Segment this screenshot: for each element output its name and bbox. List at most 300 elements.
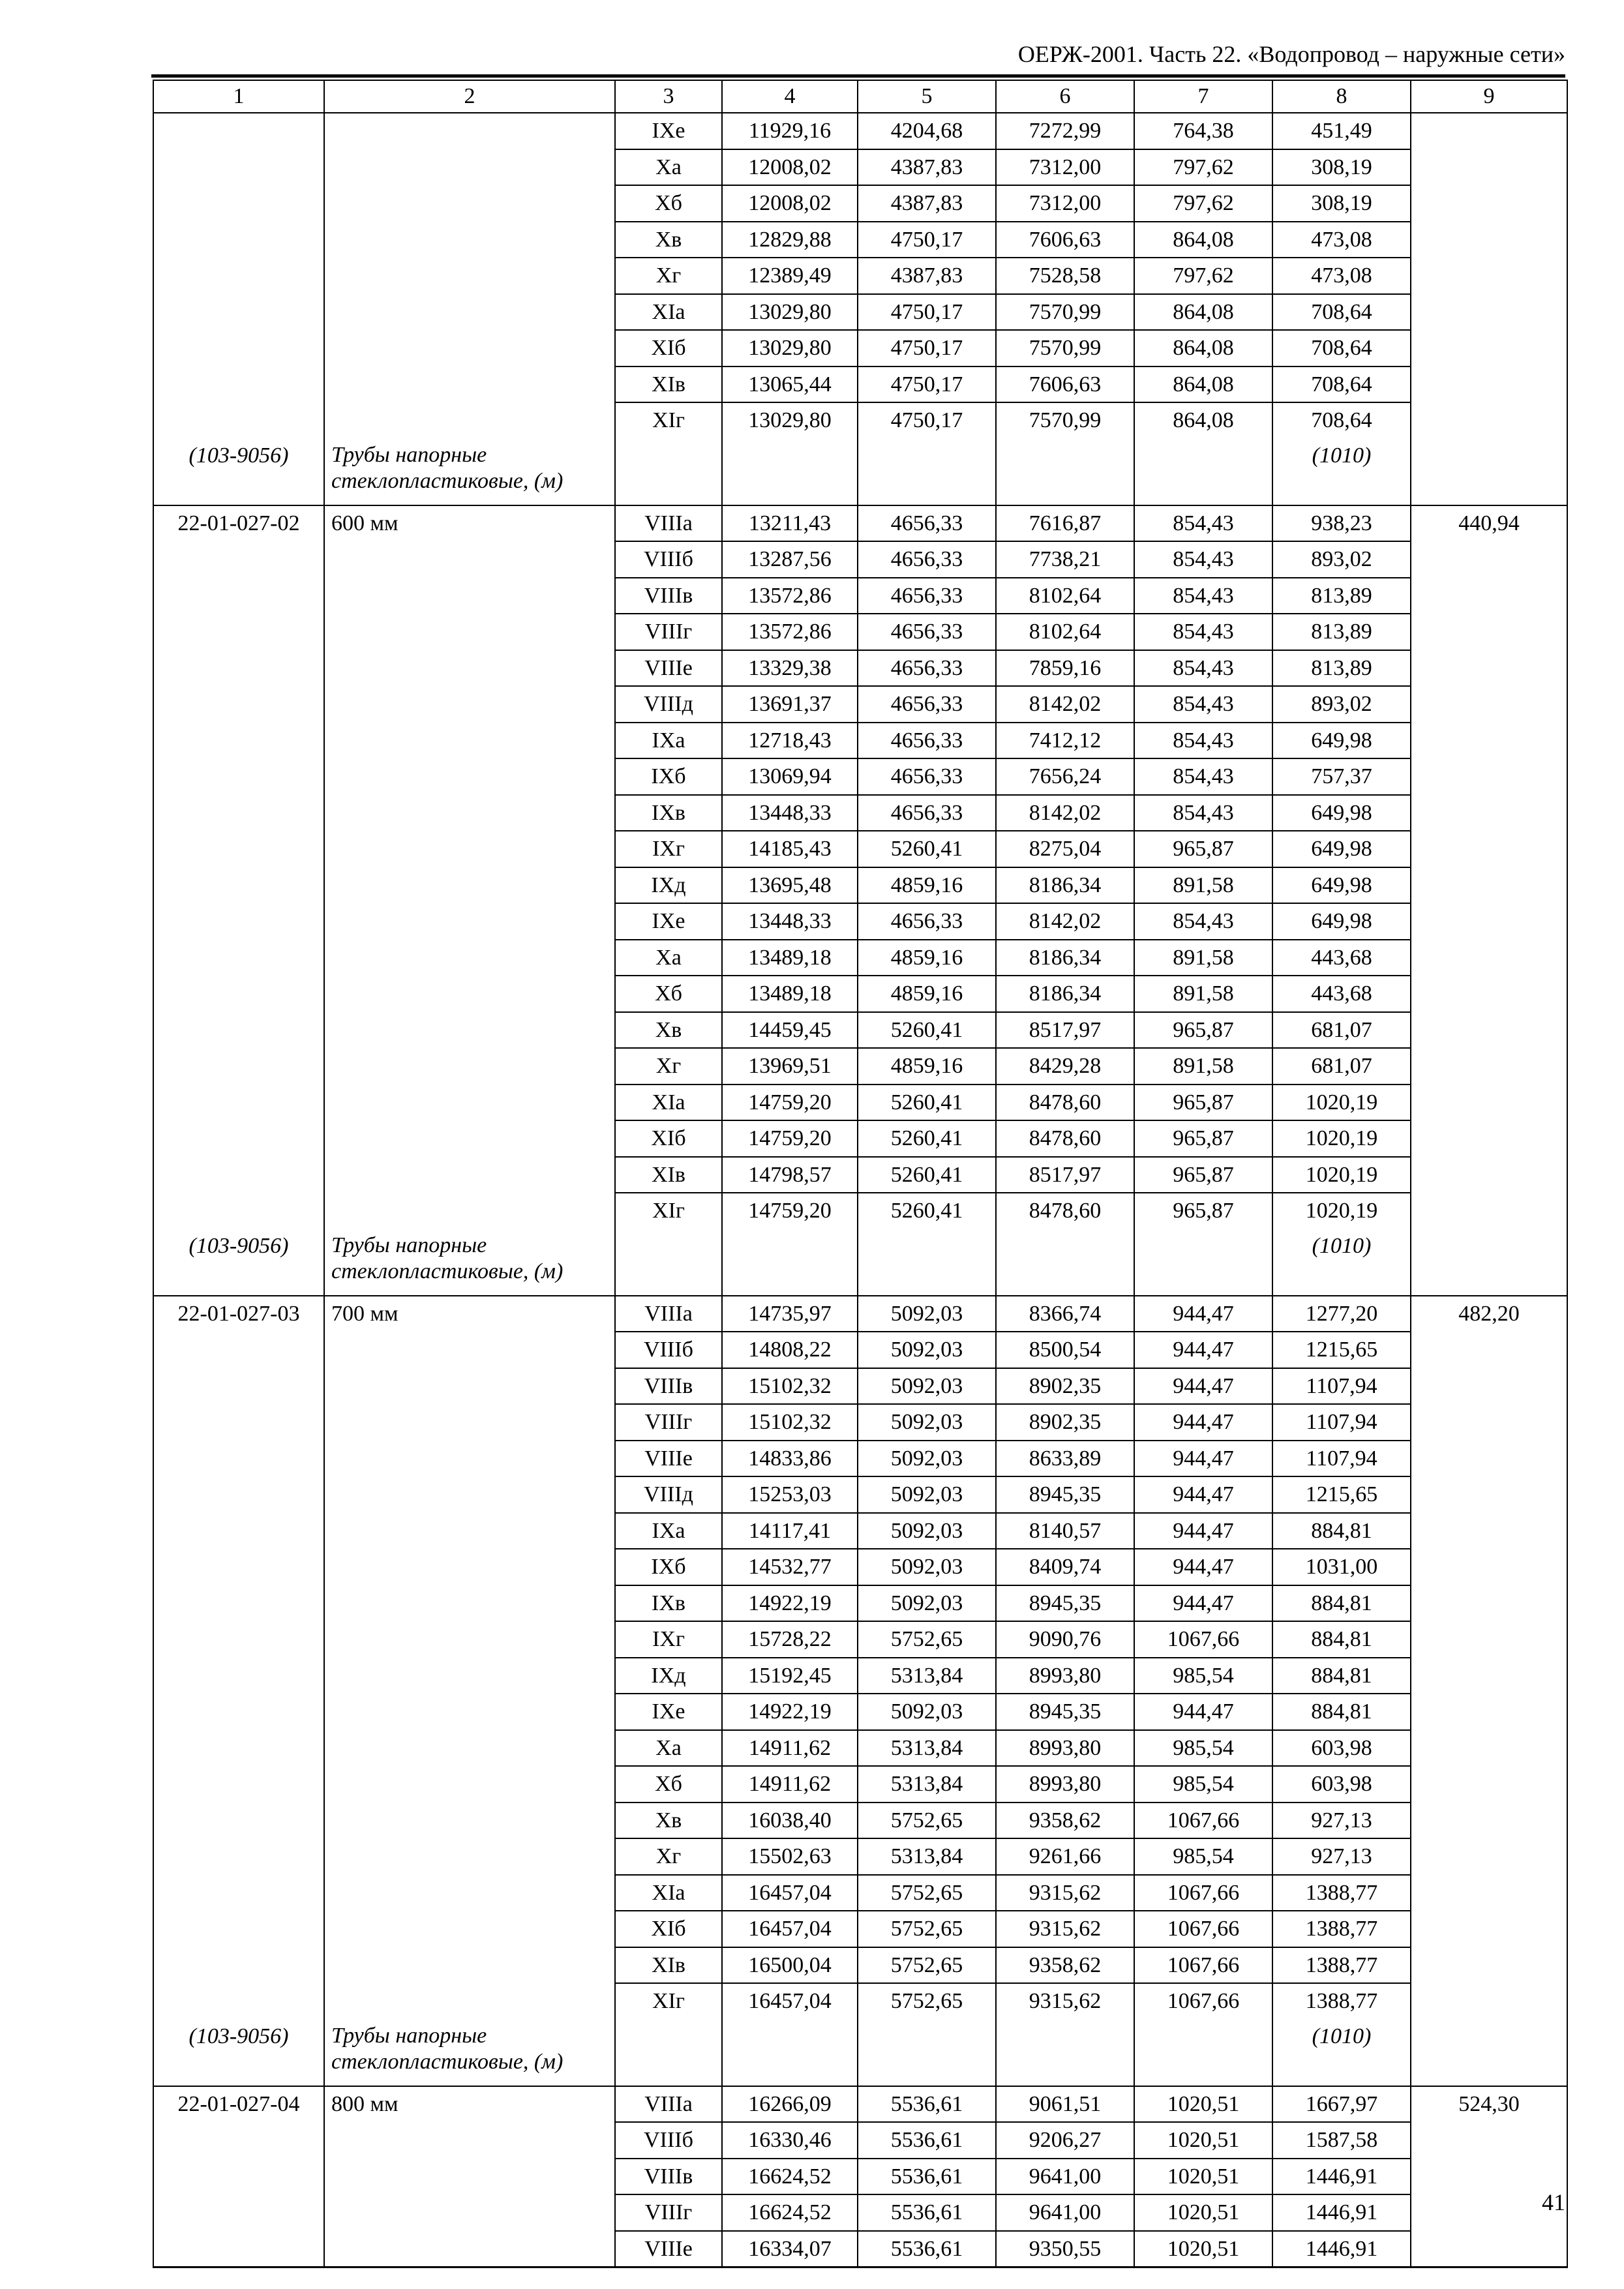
zone-cell: IXе xyxy=(615,903,722,940)
empty-cell xyxy=(858,1229,996,1296)
column-header: 2 xyxy=(324,80,615,113)
value-cell: 1020,51 xyxy=(1134,2122,1272,2159)
rate-code-cell xyxy=(153,686,324,723)
table-row xyxy=(153,1193,1567,1229)
zone-cell: XIб xyxy=(615,330,722,367)
rate-code-cell xyxy=(153,976,324,1012)
value-cell: 927,13 xyxy=(1272,1838,1411,1875)
table-row xyxy=(153,505,1567,542)
value-cell: 12008,02 xyxy=(722,185,858,222)
value-cell: 8478,60 xyxy=(996,1085,1134,1121)
col9-cell xyxy=(1411,1947,1567,1984)
value-cell: 1067,66 xyxy=(1134,1875,1272,1911)
value-cell: 965,87 xyxy=(1134,1120,1272,1157)
value-cell: 16330,46 xyxy=(722,2122,858,2159)
value-cell: 8993,80 xyxy=(996,1658,1134,1694)
material-quantity-cell: (1010) xyxy=(1272,438,1411,505)
col9-cell xyxy=(1411,1193,1567,1229)
zone-cell: Xб xyxy=(615,976,722,1012)
value-cell: 14759,20 xyxy=(722,1120,858,1157)
value-cell: 681,07 xyxy=(1272,1048,1411,1085)
table-row xyxy=(153,1332,1567,1368)
zone-cell: VIIIе xyxy=(615,650,722,687)
value-cell: 1020,51 xyxy=(1134,2194,1272,2231)
rate-code-cell xyxy=(153,1193,324,1229)
value-cell: 7528,58 xyxy=(996,258,1134,294)
zone-cell: VIIIв xyxy=(615,1368,722,1405)
table-row xyxy=(153,1296,1567,1332)
work-name-cell xyxy=(324,903,615,940)
work-name-cell xyxy=(324,1838,615,1875)
value-cell: 8945,35 xyxy=(996,1476,1134,1513)
value-cell: 1388,77 xyxy=(1272,1983,1411,2019)
material-code-cell: (103-9056) xyxy=(153,1229,324,1296)
col9-cell xyxy=(1411,1513,1567,1549)
value-cell: 813,89 xyxy=(1272,578,1411,614)
value-cell: 603,98 xyxy=(1272,1730,1411,1767)
table-row xyxy=(153,1513,1567,1549)
value-cell: 8478,60 xyxy=(996,1193,1134,1229)
value-cell: 649,98 xyxy=(1272,867,1411,904)
table-row xyxy=(153,1441,1567,1477)
material-quantity-cell: (1010) xyxy=(1272,1229,1411,1296)
value-cell: 8993,80 xyxy=(996,1730,1134,1767)
rate-code-cell xyxy=(153,541,324,578)
column-header: 8 xyxy=(1272,80,1411,113)
value-cell: 864,08 xyxy=(1134,294,1272,331)
value-cell: 13489,18 xyxy=(722,940,858,976)
col9-cell: 482,20 xyxy=(1411,1296,1567,1332)
value-cell: 13065,44 xyxy=(722,367,858,403)
value-cell: 9090,76 xyxy=(996,1621,1134,1658)
value-cell: 5092,03 xyxy=(858,1585,996,1622)
value-cell: 854,43 xyxy=(1134,795,1272,831)
col9-cell xyxy=(1411,686,1567,723)
value-cell: 7412,12 xyxy=(996,723,1134,759)
col9-cell xyxy=(1411,1157,1567,1193)
value-cell: 603,98 xyxy=(1272,1766,1411,1803)
value-cell: 5536,61 xyxy=(858,2086,996,2123)
col9-cell xyxy=(1411,867,1567,904)
col9-cell xyxy=(1411,650,1567,687)
rate-code-cell xyxy=(153,1368,324,1405)
zone-cell: XIа xyxy=(615,294,722,331)
material-note-row xyxy=(153,1229,1567,1296)
col9-cell xyxy=(1411,1730,1567,1767)
value-cell: 854,43 xyxy=(1134,903,1272,940)
work-name-cell xyxy=(324,541,615,578)
empty-cell xyxy=(996,1229,1134,1296)
value-cell: 5092,03 xyxy=(858,1476,996,1513)
value-cell: 8429,28 xyxy=(996,1048,1134,1085)
empty-cell xyxy=(858,438,996,505)
value-cell: 7606,63 xyxy=(996,222,1134,258)
value-cell: 965,87 xyxy=(1134,1012,1272,1049)
empty-cell xyxy=(1411,1229,1567,1296)
rate-code-cell xyxy=(153,1549,324,1585)
value-cell: 12008,02 xyxy=(722,149,858,186)
value-cell: 8500,54 xyxy=(996,1332,1134,1368)
value-cell: 8102,64 xyxy=(996,578,1134,614)
col9-cell xyxy=(1411,402,1567,438)
value-cell: 9315,62 xyxy=(996,1983,1134,2019)
zone-cell: VIIIе xyxy=(615,1441,722,1477)
value-cell: 884,81 xyxy=(1272,1694,1411,1730)
value-cell: 13969,51 xyxy=(722,1048,858,1085)
value-cell: 8902,35 xyxy=(996,1404,1134,1441)
value-cell: 7312,00 xyxy=(996,185,1134,222)
table-row xyxy=(153,1766,1567,1803)
table-row xyxy=(153,1368,1567,1405)
value-cell: 944,47 xyxy=(1134,1513,1272,1549)
value-cell: 893,02 xyxy=(1272,541,1411,578)
column-header: 5 xyxy=(858,80,996,113)
zone-cell: VIIIг xyxy=(615,614,722,650)
value-cell: 5536,61 xyxy=(858,2231,996,2267)
col9-cell xyxy=(1411,831,1567,867)
value-cell: 13029,80 xyxy=(722,330,858,367)
value-cell: 1446,91 xyxy=(1272,2159,1411,2195)
table-row xyxy=(153,1157,1567,1193)
value-cell: 8517,97 xyxy=(996,1012,1134,1049)
value-cell: 1020,19 xyxy=(1272,1085,1411,1121)
value-cell: 5313,84 xyxy=(858,1658,996,1694)
empty-cell xyxy=(1134,2019,1272,2086)
value-cell: 9315,62 xyxy=(996,1911,1134,1947)
value-cell: 1388,77 xyxy=(1272,1875,1411,1911)
value-cell: 13448,33 xyxy=(722,903,858,940)
work-name-cell xyxy=(324,1803,615,1839)
col9-cell xyxy=(1411,330,1567,367)
value-cell: 965,87 xyxy=(1134,1193,1272,1229)
col9-cell xyxy=(1411,976,1567,1012)
table-row xyxy=(153,1983,1567,2019)
value-cell: 5092,03 xyxy=(858,1296,996,1332)
value-cell: 7616,87 xyxy=(996,505,1134,542)
value-cell: 944,47 xyxy=(1134,1332,1272,1368)
value-cell: 14911,62 xyxy=(722,1766,858,1803)
empty-cell xyxy=(1411,438,1567,505)
value-cell: 7738,21 xyxy=(996,541,1134,578)
empty-cell xyxy=(996,438,1134,505)
value-cell: 965,87 xyxy=(1134,1085,1272,1121)
table-row xyxy=(153,294,1567,331)
value-cell: 854,43 xyxy=(1134,505,1272,542)
work-name-cell xyxy=(324,758,615,795)
value-cell: 7570,99 xyxy=(996,402,1134,438)
value-cell: 7606,63 xyxy=(996,367,1134,403)
table-row xyxy=(153,1549,1567,1585)
col9-cell xyxy=(1411,149,1567,186)
zone-cell: IXд xyxy=(615,867,722,904)
col9-cell: 524,30 xyxy=(1411,2086,1567,2123)
value-cell: 4859,16 xyxy=(858,976,996,1012)
value-cell: 4656,33 xyxy=(858,578,996,614)
value-cell: 5752,65 xyxy=(858,1621,996,1658)
rates-table-body xyxy=(153,113,1567,2267)
table-row xyxy=(153,1658,1567,1694)
value-cell: 884,81 xyxy=(1272,1658,1411,1694)
rate-code-cell xyxy=(153,1404,324,1441)
zone-cell: XIа xyxy=(615,1875,722,1911)
material-code-cell: (103-9056) xyxy=(153,438,324,505)
material-code-cell: (103-9056) xyxy=(153,2019,324,2086)
zone-cell: IXа xyxy=(615,723,722,759)
work-name-cell xyxy=(324,867,615,904)
value-cell: 16334,07 xyxy=(722,2231,858,2267)
rate-code-cell xyxy=(153,867,324,904)
column-header: 7 xyxy=(1134,80,1272,113)
value-cell: 944,47 xyxy=(1134,1694,1272,1730)
rate-code-cell xyxy=(153,1332,324,1368)
rate-code-cell xyxy=(153,1766,324,1803)
value-cell: 649,98 xyxy=(1272,795,1411,831)
value-cell: 16624,52 xyxy=(722,2194,858,2231)
rate-code-cell: 22-01-027-03 xyxy=(153,1296,324,1332)
zone-cell: IXб xyxy=(615,758,722,795)
value-cell: 473,08 xyxy=(1272,222,1411,258)
value-cell: 8142,02 xyxy=(996,795,1134,831)
value-cell: 4204,68 xyxy=(858,113,996,149)
value-cell: 4387,83 xyxy=(858,185,996,222)
work-name-cell xyxy=(324,1332,615,1368)
value-cell: 14833,86 xyxy=(722,1441,858,1477)
value-cell: 13329,38 xyxy=(722,650,858,687)
table-row xyxy=(153,1947,1567,1984)
value-cell: 13572,86 xyxy=(722,614,858,650)
value-cell: 965,87 xyxy=(1134,831,1272,867)
col9-cell xyxy=(1411,1766,1567,1803)
value-cell: 708,64 xyxy=(1272,367,1411,403)
value-cell: 8186,34 xyxy=(996,976,1134,1012)
rate-code-cell xyxy=(153,367,324,403)
table-row xyxy=(153,1048,1567,1085)
value-cell: 4656,33 xyxy=(858,505,996,542)
value-cell: 9061,51 xyxy=(996,2086,1134,2123)
work-name-cell xyxy=(324,1404,615,1441)
value-cell: 944,47 xyxy=(1134,1585,1272,1622)
value-cell: 854,43 xyxy=(1134,686,1272,723)
value-cell: 15102,32 xyxy=(722,1368,858,1405)
zone-cell: IXг xyxy=(615,1621,722,1658)
page-number: 41 xyxy=(1542,2189,1565,2215)
value-cell: 649,98 xyxy=(1272,723,1411,759)
zone-cell: XIг xyxy=(615,1193,722,1229)
empty-cell xyxy=(722,2019,858,2086)
rate-code-cell xyxy=(153,1911,324,1947)
column-header: 3 xyxy=(615,80,722,113)
work-name-cell xyxy=(324,1193,615,1229)
work-name-cell xyxy=(324,1585,615,1622)
value-cell: 5752,65 xyxy=(858,1803,996,1839)
value-cell: 5313,84 xyxy=(858,1766,996,1803)
work-name-cell: 600 мм xyxy=(324,505,615,542)
value-cell: 5092,03 xyxy=(858,1368,996,1405)
value-cell: 1388,77 xyxy=(1272,1911,1411,1947)
value-cell: 864,08 xyxy=(1134,402,1272,438)
column-header: 1 xyxy=(153,80,324,113)
material-quantity-cell: (1010) xyxy=(1272,2019,1411,2086)
value-cell: 9641,00 xyxy=(996,2194,1134,2231)
value-cell: 1067,66 xyxy=(1134,1983,1272,2019)
rate-code-cell xyxy=(153,2122,324,2159)
rate-code-cell xyxy=(153,149,324,186)
value-cell: 1215,65 xyxy=(1272,1332,1411,1368)
zone-cell: Xв xyxy=(615,222,722,258)
col9-cell xyxy=(1411,940,1567,976)
value-cell: 1107,94 xyxy=(1272,1368,1411,1405)
zone-cell: Xб xyxy=(615,1766,722,1803)
value-cell: 1107,94 xyxy=(1272,1441,1411,1477)
table-row xyxy=(153,1404,1567,1441)
work-name-cell xyxy=(324,1766,615,1803)
zone-cell: VIIIд xyxy=(615,1476,722,1513)
value-cell: 4750,17 xyxy=(858,294,996,331)
work-name-cell xyxy=(324,686,615,723)
value-cell: 13448,33 xyxy=(722,795,858,831)
table-row xyxy=(153,367,1567,403)
value-cell: 5092,03 xyxy=(858,1513,996,1549)
work-name-cell xyxy=(324,1694,615,1730)
value-cell: 1277,20 xyxy=(1272,1296,1411,1332)
zone-cell: IXг xyxy=(615,831,722,867)
value-cell: 4656,33 xyxy=(858,650,996,687)
empty-cell xyxy=(1411,2019,1567,2086)
col9-cell xyxy=(1411,1694,1567,1730)
value-cell: 7656,24 xyxy=(996,758,1134,795)
work-name-cell xyxy=(324,1441,615,1477)
value-cell: 891,58 xyxy=(1134,976,1272,1012)
value-cell: 1020,51 xyxy=(1134,2086,1272,2123)
work-name-cell: 800 мм xyxy=(324,2086,615,2123)
rate-code-cell xyxy=(153,1803,324,1839)
rate-code-cell xyxy=(153,1947,324,1984)
col9-cell xyxy=(1411,1658,1567,1694)
value-cell: 16038,40 xyxy=(722,1803,858,1839)
zone-cell: IXб xyxy=(615,1549,722,1585)
value-cell: 864,08 xyxy=(1134,330,1272,367)
col9-cell xyxy=(1411,1803,1567,1839)
empty-cell xyxy=(722,1229,858,1296)
col9-cell xyxy=(1411,185,1567,222)
value-cell: 708,64 xyxy=(1272,330,1411,367)
value-cell: 1388,77 xyxy=(1272,1947,1411,1984)
zone-cell: XIб xyxy=(615,1911,722,1947)
table-row xyxy=(153,1694,1567,1730)
value-cell: 854,43 xyxy=(1134,541,1272,578)
work-name-cell xyxy=(324,1983,615,2019)
zone-cell: VIIIб xyxy=(615,541,722,578)
value-cell: 13695,48 xyxy=(722,867,858,904)
empty-cell xyxy=(996,2019,1134,2086)
value-cell: 1067,66 xyxy=(1134,1621,1272,1658)
rate-code-cell xyxy=(153,113,324,149)
table-row xyxy=(153,541,1567,578)
value-cell: 443,68 xyxy=(1272,976,1411,1012)
rate-code-cell xyxy=(153,650,324,687)
value-cell: 8366,74 xyxy=(996,1296,1134,1332)
value-cell: 1667,97 xyxy=(1272,2086,1411,2123)
value-cell: 893,02 xyxy=(1272,686,1411,723)
table-row xyxy=(153,795,1567,831)
table-row xyxy=(153,940,1567,976)
value-cell: 764,38 xyxy=(1134,113,1272,149)
value-cell: 1067,66 xyxy=(1134,1947,1272,1984)
value-cell: 14798,57 xyxy=(722,1157,858,1193)
value-cell: 4656,33 xyxy=(858,758,996,795)
value-cell: 5092,03 xyxy=(858,1441,996,1477)
rate-code-cell xyxy=(153,1658,324,1694)
value-cell: 8186,34 xyxy=(996,867,1134,904)
value-cell: 813,89 xyxy=(1272,614,1411,650)
rate-code-cell xyxy=(153,614,324,650)
material-name-cell: Трубы напорные стеклопластиковые, (м) xyxy=(324,438,615,505)
page-header-title: ОЕРЖ-2001. Часть 22. «Водопровод – наружные сети» xyxy=(1017,41,1565,67)
col9-cell xyxy=(1411,222,1567,258)
value-cell: 9315,62 xyxy=(996,1875,1134,1911)
value-cell: 9358,62 xyxy=(996,1803,1134,1839)
value-cell: 13069,94 xyxy=(722,758,858,795)
rate-code-cell xyxy=(153,1730,324,1767)
value-cell: 5752,65 xyxy=(858,1983,996,2019)
value-cell: 884,81 xyxy=(1272,1513,1411,1549)
value-cell: 5536,61 xyxy=(858,2159,996,2195)
col9-cell xyxy=(1411,1368,1567,1405)
zone-cell: XIг xyxy=(615,1983,722,2019)
value-cell: 8478,60 xyxy=(996,1120,1134,1157)
table-row xyxy=(153,650,1567,687)
work-name-cell xyxy=(324,614,615,650)
value-cell: 797,62 xyxy=(1134,149,1272,186)
value-cell: 4859,16 xyxy=(858,1048,996,1085)
value-cell: 5092,03 xyxy=(858,1549,996,1585)
value-cell: 15253,03 xyxy=(722,1476,858,1513)
rate-code-cell xyxy=(153,1012,324,1049)
zone-cell: Xг xyxy=(615,258,722,294)
work-name-cell xyxy=(324,1048,615,1085)
value-cell: 5536,61 xyxy=(858,2194,996,2231)
zone-cell: VIIIе xyxy=(615,2231,722,2267)
header-rule xyxy=(151,74,1565,78)
value-cell: 13691,37 xyxy=(722,686,858,723)
value-cell: 14911,62 xyxy=(722,1730,858,1767)
value-cell: 4750,17 xyxy=(858,367,996,403)
value-cell: 854,43 xyxy=(1134,758,1272,795)
work-name-cell xyxy=(324,1120,615,1157)
value-cell: 14808,22 xyxy=(722,1332,858,1368)
work-name-cell xyxy=(324,1658,615,1694)
value-cell: 708,64 xyxy=(1272,402,1411,438)
rate-code-cell xyxy=(153,1983,324,2019)
zone-cell: IXе xyxy=(615,1694,722,1730)
value-cell: 15192,45 xyxy=(722,1658,858,1694)
value-cell: 757,37 xyxy=(1272,758,1411,795)
value-cell: 8140,57 xyxy=(996,1513,1134,1549)
value-cell: 4859,16 xyxy=(858,867,996,904)
value-cell: 864,08 xyxy=(1134,367,1272,403)
value-cell: 891,58 xyxy=(1134,1048,1272,1085)
rate-code-cell xyxy=(153,1441,324,1477)
col9-cell xyxy=(1411,1911,1567,1947)
zone-cell: Xв xyxy=(615,1012,722,1049)
work-name-cell xyxy=(324,1947,615,1984)
value-cell: 4750,17 xyxy=(858,330,996,367)
table-row xyxy=(153,1875,1567,1911)
value-cell: 985,54 xyxy=(1134,1730,1272,1767)
value-cell: 891,58 xyxy=(1134,940,1272,976)
empty-cell xyxy=(722,438,858,505)
value-cell: 308,19 xyxy=(1272,149,1411,186)
